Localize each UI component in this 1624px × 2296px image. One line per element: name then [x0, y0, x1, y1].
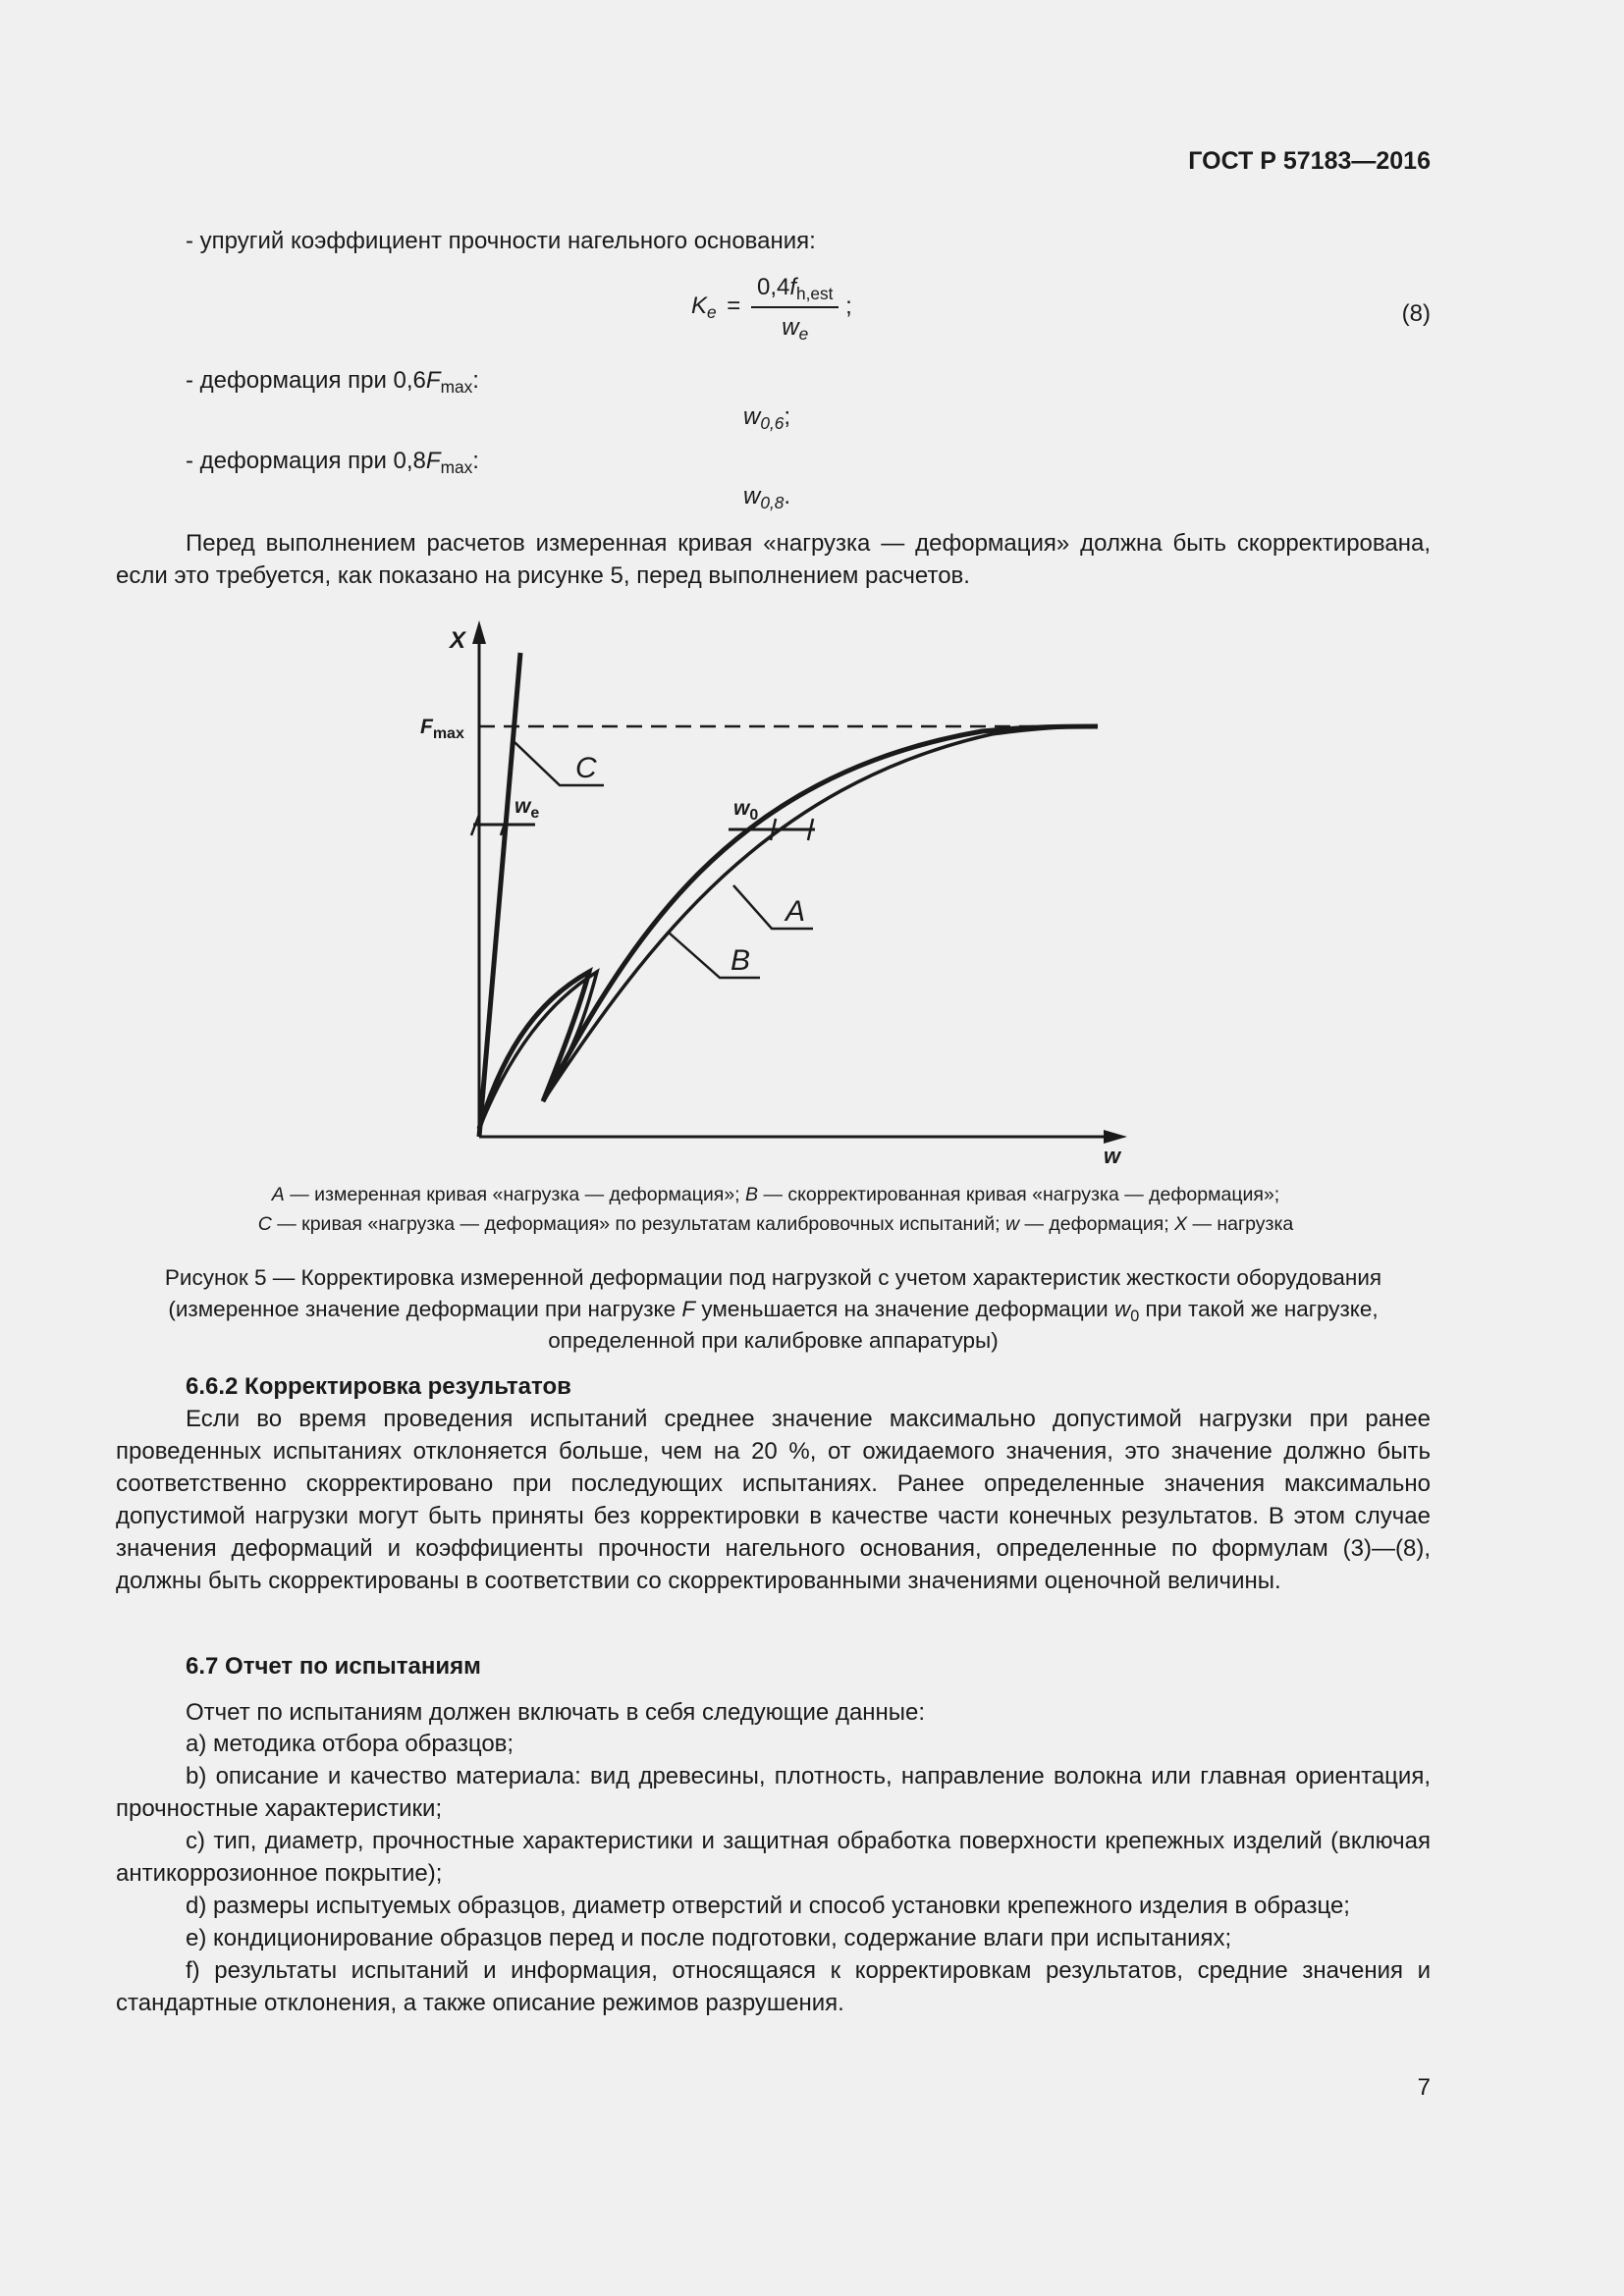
list-item: a) методика отбора образцов; — [186, 1731, 514, 1757]
section-67-intro: Отчет по испытаниям должен включать в себя следующие данные: — [186, 1699, 926, 1726]
report-items-list — [116, 1728, 1431, 2019]
w0-label: $w_0$ — [733, 797, 759, 824]
formula-denominator: $w_e$ — [782, 314, 809, 345]
formula-equals: = — [727, 293, 741, 320]
formula-8 — [691, 271, 852, 344]
legend-line-2: C — кривая «нагрузка — деформация» по результатам калибровочных испытаний; w — деформация; X — нагрузка — [257, 1213, 1294, 1235]
we-label: $w_e$ — [514, 795, 540, 822]
y-axis-arrow — [472, 620, 486, 644]
list-item: e) кондиционирование образцов перед и после подготовки, содержание влаги при испытаниях; — [186, 1925, 1232, 1951]
label-b: B — [731, 944, 751, 977]
definition-elastic-coefficient: - упругий коэффициент прочности нагельного основания: — [186, 228, 816, 254]
legend-line-1: A — измеренная кривая «нагрузка — деформация»; B — скорректированная кривая «нагрузка — деформация»; — [271, 1184, 1280, 1205]
y-axis-label: X — [450, 627, 466, 654]
formula-lhs: $K_e$ — [691, 293, 717, 323]
list-item: d) размеры испытуемых образцов, диаметр отверстий и способ установки крепежного изделия в образце; — [186, 1893, 1350, 1919]
definition-deformation-08: - деформация при $0,8F_{max}$: — [186, 448, 479, 478]
definition-deformation-06: - деформация при $0,6F_{max}$: — [186, 367, 479, 398]
intro-paragraph: Перед выполнением расчетов измеренная кривая «нагрузка — деформация» должна быть скорректирована, если это требуется, как показано на рисунке 5, перед выполнением расчетов. — [116, 530, 1431, 589]
list-item: c) тип, диаметр, прочностные характеристики и защитная обработка поверхности крепежных изделий (включая антикоррозионное покрытие); — [116, 1828, 1431, 1887]
figure-5-diagram — [393, 609, 1168, 1178]
label-a: A — [785, 895, 806, 928]
figure-caption: Рисунок 5 — Корректировка измеренной деформации под нагрузкой с учетом характеристик жесткости оборудования (измеренное значение деформации при нагрузке F уменьшается на значение деформации $w_0$ при такой же нагрузке, определенной при калибровке аппаратуры) — [164, 1265, 1382, 1353]
page-number: 7 — [1417, 2074, 1431, 2101]
section-662-heading: 6.6.2 Корректировка результатов — [186, 1373, 571, 1400]
section-662-body: Если во время проведения испытаний среднее значение максимально допустимой нагрузки при ранее проведенных испытаниях отклоняется больше, чем на 20 %, от ожидаемого значения, это значение должно быть соответственно скорректировано при последующих испытаниях. Ранее определенные значения максимально допустимой нагрузки могут быть приняты без корректировки в качестве части конечных результатов. В этом случае значения деформаций и коэффициенты прочности нагельного основания, определенные по формулам (3)—(8), должны быть скорректированы в соответствии со скорректированными значениями оценочной величины. — [116, 1406, 1431, 1594]
formula-fraction — [751, 271, 839, 344]
x-axis-arrow — [1104, 1130, 1127, 1144]
figure-legend — [157, 1180, 1394, 1239]
formula-end: ; — [845, 293, 852, 320]
document-id: ГОСТ Р 57183—2016 — [1188, 147, 1431, 175]
fmax-label: $F_{max}$ — [420, 716, 464, 742]
section-67-heading: 6.7 Отчет по испытаниям — [186, 1653, 481, 1680]
label-c: C — [575, 752, 597, 784]
x-axis-label: w — [1104, 1144, 1121, 1168]
formula-w08: $w_{0,8}$. — [743, 483, 791, 513]
formula-w06: $w_{0,6}$; — [743, 403, 791, 434]
formula-number: (8) — [1401, 300, 1431, 327]
list-item: b) описание и качество материала: вид древесины, плотность, направление волокна или главная ориентация, прочностные характеристики; — [116, 1763, 1431, 1822]
list-item: f) результаты испытаний и информация, относящаяся к корректировкам результатов, средние значения и стандартные отклонения, а также описание режимов разрушения. — [116, 1957, 1431, 2016]
formula-numerator: $0,4f_{h,est}$ — [751, 271, 839, 308]
